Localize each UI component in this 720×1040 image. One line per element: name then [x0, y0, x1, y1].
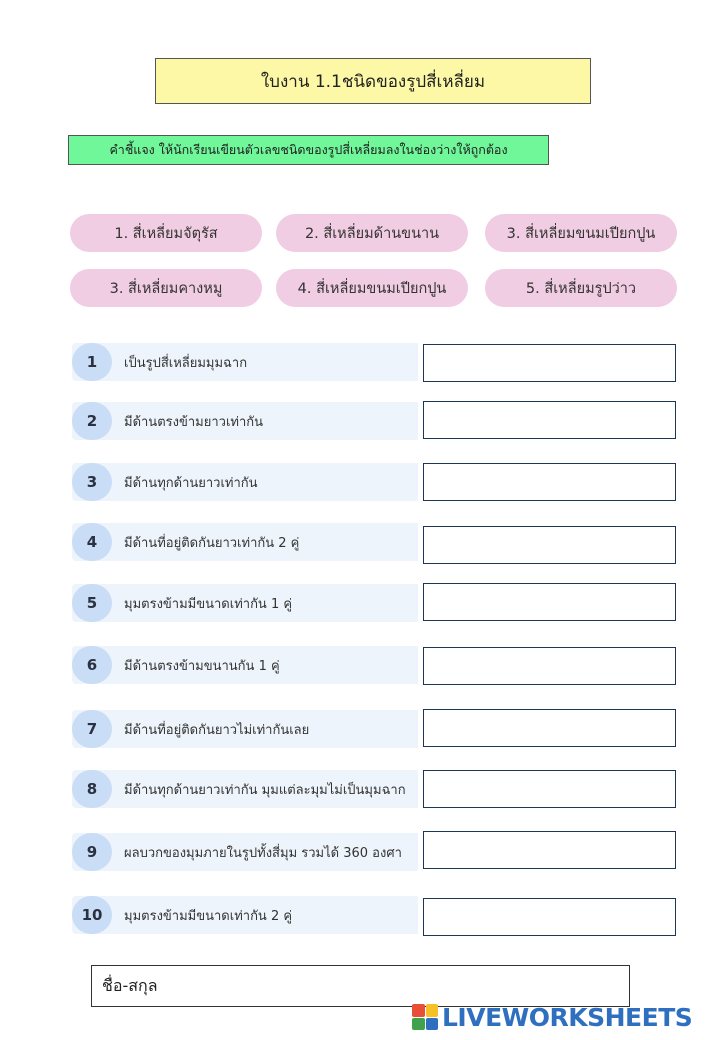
liveworksheets-logo-icon [412, 1004, 438, 1030]
answer-input-9[interactable] [424, 832, 675, 868]
question-text: มีด้านทุกด้านยาวเท่ากัน มุมแต่ละมุมไม่เป็นมุมฉาก [124, 782, 406, 798]
question-number-badge: 8 [72, 770, 112, 808]
question-text: มีด้านตรงข้ามยาวเท่ากัน [124, 414, 264, 430]
question-row [72, 833, 418, 871]
worksheet-title: ใบงาน 1.1ชนิดของรูปสี่เหลี่ยม [155, 58, 591, 104]
option-pill-4: 3. สี่เหลี่ยมคางหมู [70, 269, 262, 307]
answer-input-1[interactable] [424, 345, 675, 381]
question-row [72, 584, 418, 622]
answer-box-6[interactable] [423, 647, 676, 685]
answer-input-7[interactable] [424, 710, 675, 746]
question-number-badge: 7 [72, 710, 112, 748]
question-row [72, 343, 418, 381]
question-row [72, 402, 418, 440]
question-row [72, 523, 418, 561]
question-row [72, 896, 418, 934]
option-pill-1: 1. สี่เหลี่ยมจัตุรัส [70, 214, 262, 252]
answer-input-8[interactable] [424, 771, 675, 807]
liveworksheets-logo [412, 1000, 692, 1034]
question-text: มีด้านทุกด้านยาวเท่ากัน [124, 475, 258, 491]
question-number-badge: 5 [72, 584, 112, 622]
answer-box-3[interactable] [423, 463, 676, 501]
answer-input-5[interactable] [424, 584, 675, 620]
answer-box-1[interactable] [423, 344, 676, 382]
answer-box-10[interactable] [423, 898, 676, 936]
answer-input-2[interactable] [424, 402, 675, 438]
question-row [72, 770, 418, 808]
answer-input-10[interactable] [424, 899, 675, 935]
question-text: มีด้านที่อยู่ติดกันยาวไม่เท่ากันเลย [124, 722, 310, 738]
question-number-badge: 6 [72, 646, 112, 684]
answer-box-8[interactable] [423, 770, 676, 808]
answer-input-4[interactable] [424, 527, 675, 563]
option-pill-5: 4. สี่เหลี่ยมขนมเปียกปูน [276, 269, 468, 307]
answer-box-2[interactable] [423, 401, 676, 439]
answer-box-4[interactable] [423, 526, 676, 564]
question-number-badge: 2 [72, 402, 112, 440]
question-text: มุมตรงข้ามมีขนาดเท่ากัน 1 คู่ [124, 596, 293, 612]
question-row [72, 710, 418, 748]
question-number-badge: 1 [72, 343, 112, 381]
answer-box-5[interactable] [423, 583, 676, 621]
answer-input-3[interactable] [424, 464, 675, 500]
question-text: เป็นรูปสี่เหลี่ยมมุมฉาก [124, 355, 248, 371]
question-text: มีด้านตรงข้ามขนานกัน 1 คู่ [124, 658, 280, 674]
option-pill-2: 2. สี่เหลี่ยมด้านขนาน [276, 214, 468, 252]
answer-box-7[interactable] [423, 709, 676, 747]
question-number-badge: 10 [72, 896, 112, 934]
question-number-badge: 4 [72, 523, 112, 561]
liveworksheets-wordmark: LIVEWORKSHEETS [442, 1002, 693, 1032]
question-text: ผลบวกของมุมภายในรูปทั้งสี่มุม รวมได้ 360 องศา [124, 845, 402, 861]
instruction-text: คำชี้แจง ให้นักเรียนเขียนตัวเลขชนิดของรูปสี่เหลี่ยมลงในช่องว่างให้ถูกต้อง [68, 135, 549, 165]
option-pill-3: 3. สี่เหลี่ยมขนมเปียกปูน [485, 214, 677, 252]
answer-input-6[interactable] [424, 648, 675, 684]
question-text: มีด้านที่อยู่ติดกันยาวเท่ากัน 2 คู่ [124, 535, 300, 551]
question-row [72, 646, 418, 684]
name-label: ชื่อ-สกุล [102, 975, 158, 995]
question-row [72, 463, 418, 501]
question-number-badge: 3 [72, 463, 112, 501]
question-number-badge: 9 [72, 833, 112, 871]
option-pill-6: 5. สี่เหลี่ยมรูปว่าว [485, 269, 677, 307]
question-text: มุมตรงข้ามมีขนาดเท่ากัน 2 คู่ [124, 908, 293, 924]
answer-box-9[interactable] [423, 831, 676, 869]
